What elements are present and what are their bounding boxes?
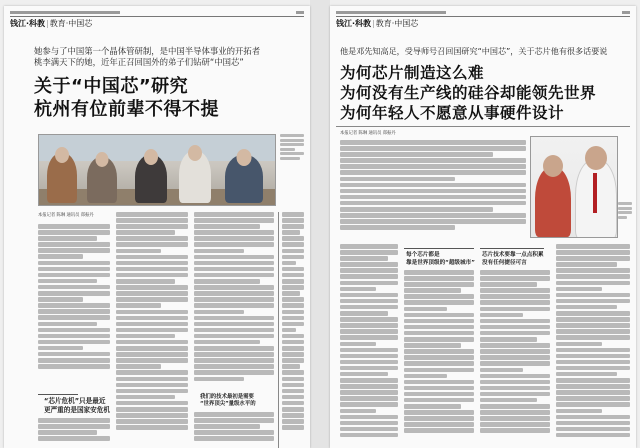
body-col-4 (282, 212, 304, 448)
column-rule (278, 212, 279, 448)
body-col-3b (194, 412, 274, 448)
photo-caption-side (618, 202, 632, 238)
subhead-rule (38, 394, 78, 395)
section-label: 钱江·科教|教育·中国芯 (336, 19, 419, 28)
lead-paragraph (340, 140, 526, 240)
subhead-1: “芯片危机”只是最近 更严重的是国家安危机 (44, 397, 110, 414)
subhead-b: 芯片技术要靠一点点积累 没有任何捷径可言 (482, 252, 544, 266)
running-header (336, 8, 630, 17)
portrait-photo (530, 136, 618, 238)
subhead-rule-a (404, 248, 474, 249)
body-col-1b (38, 418, 110, 448)
body-col-1 (340, 244, 398, 444)
deck-line-1: 她参与了中国第一个晶体管研制，是中国半导体事业的开拓者 (34, 46, 261, 56)
byline: 本报记者 陈琳 通讯员 郑振丹 (38, 213, 94, 218)
body-col-1 (38, 224, 110, 384)
headline-line-3: 为何年轻人不愿意从事硬件设计 (340, 104, 565, 122)
headline-line-2: 为何没有生产线的硅谷却能领先世界 (340, 84, 597, 102)
running-header (10, 8, 304, 17)
headline-line-1: 关于“中国芯”研究 (34, 76, 189, 97)
headline-line-2: 杭州有位前辈不得不提 (34, 99, 219, 120)
subhead-2: 我们的技术最初是需要 “世界顶尖”量级水平的 (200, 394, 256, 407)
headline-line-1: 为何芯片制造这么难 (340, 64, 485, 82)
page-gutter (310, 0, 330, 448)
subhead-rule-b (480, 248, 544, 249)
body-col-2 (404, 270, 474, 446)
body-col-4 (556, 244, 630, 446)
left-page (4, 6, 310, 448)
body-col-3 (194, 212, 274, 392)
right-page (330, 6, 636, 448)
headline-rule (336, 126, 630, 127)
deck-line-2: 桃李满天下的她，近年正召回国外的弟子们钻研“中国芯” (34, 57, 244, 67)
subhead-a: 每个芯片都是 靠是世界顶级的“超级城市” (406, 252, 475, 266)
photo-caption-side (280, 134, 304, 178)
section-label: 钱江·科教|教育·中国芯 (10, 19, 93, 28)
body-col-3 (480, 270, 550, 446)
deck-line: 他是邓先知高足，受导师号召回国研究“中国芯”，关于芯片他有很多话要说 (340, 46, 608, 56)
group-photo (38, 134, 276, 206)
byline: 本报记者 陈琳 通讯员 郑振丹 (340, 131, 396, 136)
body-col-2 (116, 212, 188, 448)
